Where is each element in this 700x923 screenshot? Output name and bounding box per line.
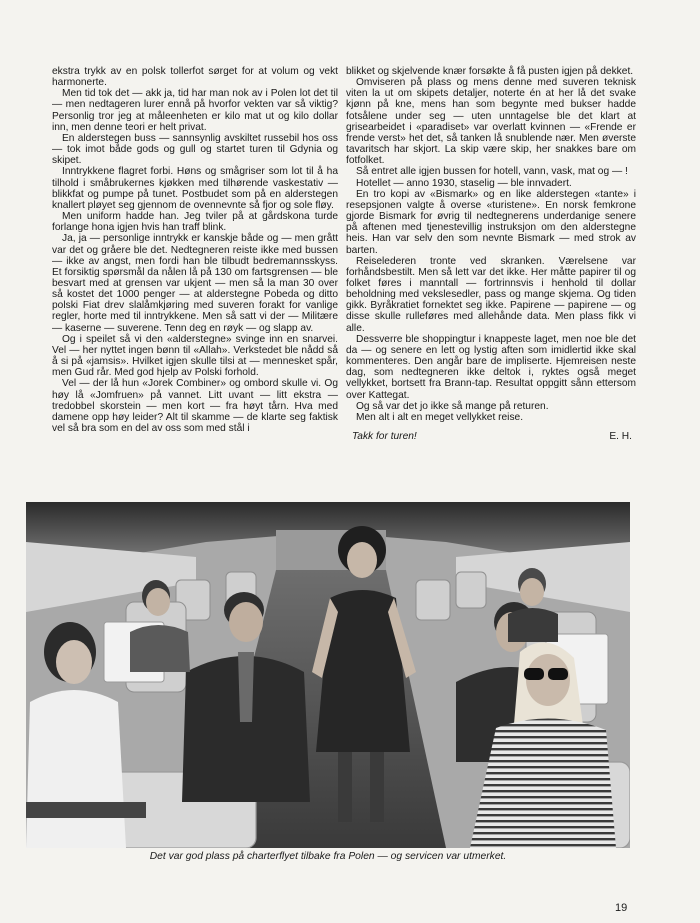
- signoff: [346, 431, 636, 442]
- paragraph: Dessverre ble shoppingtur i knappeste laget, men noe ble det da — og senere en lett og lystig aften som imidlertid ikke skal kommenteres. Den angår bare de impliserte. Hjemreisen neste dag, som nedtegneren ikke deltok i, ryktes også meget vellykket, bortsett fra Brann-tap. Resultat oppgitt sånn ettersom over Kattegat.: [346, 333, 636, 401]
- paragraph: ekstra trykk av en polsk tollerfot sørget for at volum og vekt harmonerte.: [52, 66, 338, 89]
- cabin-photo: [26, 502, 630, 848]
- paragraph: Reiselederen tronte ved skranken. Værelsene var forhåndsbestilt. Men så lett var det ikke. Her måtte papirer til og folket føres i manntall — fortrinnsvis i henhold til dollar beholdning med vekslesedler, pass og mange skjema. Og tiden gikk. Byråkratiet fornektet seg ikke. Papirene — papirene — og disse skulle rulleføres med allehånde data. Men plass fikk vi alle.: [346, 255, 636, 334]
- paragraph: Men alt i alt en meget vellykket reise.: [356, 411, 524, 423]
- paragraph: Men uniform hadde han. Jeg tviler på at gårdskona turde forlange hona igjen hvis han traff blink.: [52, 211, 338, 234]
- paragraph: Så entret alle igjen bussen for hotell, vann, vask, mat og — !: [356, 166, 628, 178]
- article-right-column: [346, 66, 636, 442]
- paragraph: blikket og skjelvende knær forsøkte å få pusten igjen på dekket.: [346, 66, 634, 77]
- paragraph: Omviseren på plass og mens denne med suveren teknisk viten la ut om skipets detaljer, noterte én at her lå det svake kjønn på kne, mens han som begynte med bukser hadde fotsålene under seg — uten unntagelse ble det klart at grisearbeidet i «paradiset» var overlatt kvinnen — «Frende er frende verst» het det, så tanken lå snublende nær. Men øverste tavaritsch har skjort. La skip være skip, her snakkes bare om fotfolket.: [346, 77, 636, 167]
- paragraph: Og så var det jo ikke så mange på returen.: [356, 400, 549, 412]
- paragraph: Ja, ja — personlige inntrykk er kanskje både og — men grått var det og gråere ble det. Nedtegneren reiste ikke med bussen — ikke av angst, men fordi han ble tilbudt bedremannsskyss. Et forsiktig spørsmål da nålen lå på 130 om fartsgrensen — ble besvart med at grensen var ukjent — men så la man 30 over så kostet det 1000 penger — at alderstegne Pobeda og ditto polski Fiat drev slalåmkjøring med suveren forakt for vanlige regler, horte med til inntrykkene. Men så satt vi der — Militære — kaserne — suverene. Tenn deg en røyk — og slapp av.: [52, 233, 338, 334]
- paragraph: Hotellet — anno 1930, staselig — ble innvadert.: [356, 177, 572, 189]
- paragraph: Inntrykkene flagret forbi. Høns og smågriser som lot til å ha tilhold i småbrukernes kjøkken med tilhørende vaskestativ — blikkfat og pumpe på tunet. Postbudet som på en alderstegen knallert pløyet seg gjennom de ovennevnte så fjor og sole fløy.: [52, 166, 338, 211]
- photo-caption: Det var god plass på charterflyet tilbake fra Polen — og servicen var utmerket.: [149, 851, 507, 862]
- paragraph: En alderstegen buss — sannsynlig avskiltet russebil hos oss — tok imot både gods og gull og startet turen til Gdynia og skipet.: [52, 132, 338, 167]
- article-left-column: [52, 66, 338, 434]
- page-number: 19: [615, 902, 628, 914]
- paragraph: En tro kopi av «Bismark» og en like alderstegen «tante» i resepsjonen valgte å overse «turistene». En norsk femkrone gjorde Bismark for øvrig til nedtegnerens underdanige senere på aftenen med tjenestevillig instruksjon om den alderstegne heis. Han var selv den som nevnte Bismark — med strok av barten.: [346, 188, 636, 256]
- author-initials: E. H.: [609, 431, 632, 442]
- paragraph: Vel — der lå hun «Jorek Combiner» og ombord skulle vi. Og høy lå «Jomfruen» på vannet. Litt uvant — litt ekstra — tredobbel skorstein — men kort — fra høyt tårn. Hva med damene opp høy leider? Alt til skamme — de klarte seg faktisk vel så bra som en del av oss som med stål i: [52, 378, 338, 434]
- aircraft-cabin-illustration: [26, 502, 630, 848]
- signoff-thanks: Takk for turen!: [352, 431, 417, 442]
- paragraph: Men tid tok det — akk ja, tid har man nok av i Polen lot det til — men nedtageren lurer ennå på hvorfor vekten var så viktig? Personlig tror jeg at måleenheten er kilo mat ut og kilo dollar inn, men denne teori er helt privat.: [52, 88, 338, 133]
- paragraph: Og i speilet så vi den «alderstegne» svinge inn en snarvei. Vel — her nyttet ingen bønn til «Allah». Verkstedet ble nådd så å si på «jamsis». Hvilket igjen skulle tilsi at — mennesket spår, men Gud rår. Med god hjelp av Polski forhold.: [52, 333, 338, 379]
